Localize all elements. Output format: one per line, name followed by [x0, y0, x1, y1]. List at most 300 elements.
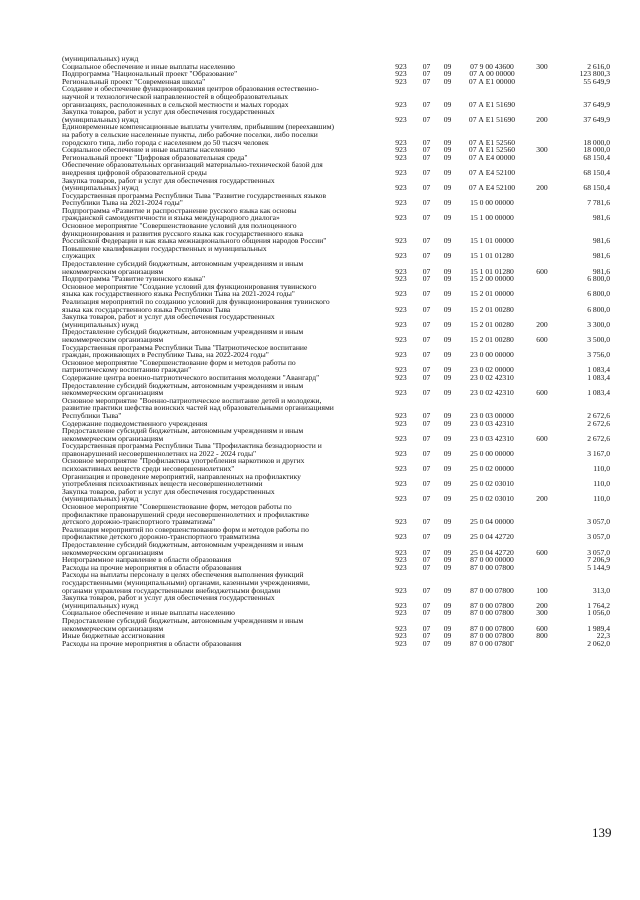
ministry-code: 923 — [395, 433, 407, 443]
expense-type-code: 300 — [536, 145, 548, 155]
section-code: 07 — [422, 152, 431, 162]
row-name: некоммерческим организациям — [62, 433, 164, 443]
expense-type-code — [526, 131, 558, 139]
subsection-code: 09 — [443, 418, 452, 428]
expense-type-code — [526, 556, 558, 564]
subsection-code: 09 — [443, 76, 452, 86]
row-name: Республики Тыва на 2021-2024 годы" — [62, 198, 183, 208]
expense-type-code — [526, 275, 558, 283]
row-name: (муниципальных) нужд — [62, 494, 139, 504]
section-code: 07 — [422, 517, 431, 527]
expense-type-code — [526, 366, 558, 374]
section-code: 07 — [422, 464, 431, 474]
row-name: правонарушений несовершеннолетних на 2022 - 2024 годы" — [62, 448, 257, 458]
target-article-code — [458, 503, 526, 511]
row-name: Иные бюджетные ассигнования — [62, 631, 165, 641]
expense-type-code — [526, 222, 558, 230]
expense-type-code — [526, 306, 558, 314]
subsection-code: 09 — [443, 494, 452, 504]
subsection-code — [437, 85, 458, 93]
amount: 1 083,4 — [587, 372, 610, 382]
section-code: 07 — [422, 600, 431, 610]
amount: 6 800,0 — [587, 274, 610, 284]
subsection-code: 09 — [443, 410, 452, 420]
expense-type-code — [526, 351, 558, 359]
amount: 2 672,6 — [587, 433, 610, 443]
target-article-code — [458, 222, 526, 230]
amount: 2 672,6 — [587, 418, 610, 428]
ministry-code: 923 — [395, 608, 407, 618]
amount — [558, 571, 610, 579]
subsection-code: 09 — [443, 433, 452, 443]
row-name: Обеспечение образовательных организаций материально-технической базой для — [62, 160, 323, 170]
expense-type-code — [526, 290, 558, 298]
target-article-code: 15 1 00 00000 — [470, 213, 514, 223]
ministry-code: 923 — [395, 365, 407, 375]
section-code — [416, 123, 437, 131]
target-article-code: 15 2 00 00000 — [470, 274, 514, 284]
amount: 7 206,9 — [587, 555, 610, 565]
section-code: 07 — [422, 69, 431, 79]
expense-type-code — [526, 70, 558, 78]
target-article-code — [458, 397, 526, 405]
target-article-code: 15 0 00 00000 — [470, 198, 514, 208]
amount: 1 083,4 — [587, 388, 610, 398]
row-name: Республики Тыва" — [62, 410, 122, 420]
subsection-code: 09 — [443, 547, 452, 557]
row-name: развитие практики шефства воинских частей над образовательными организациями — [62, 403, 334, 413]
row-name: некоммерческим организациям — [62, 547, 164, 557]
expense-type-code — [526, 450, 558, 458]
subsection-code: 09 — [443, 464, 452, 474]
subsection-code: 09 — [443, 137, 452, 147]
expense-type-code: 300 — [536, 61, 548, 71]
ministry-code: 923 — [395, 137, 407, 147]
section-code: 07 — [422, 448, 431, 458]
amount: 981,6 — [592, 251, 610, 261]
target-article-code: 15 2 01 00000 — [470, 289, 514, 299]
amount: 3 057,0 — [587, 532, 610, 542]
expense-type-code: 200 — [536, 114, 548, 124]
expense-type-code: 300 — [536, 608, 548, 618]
amount: 3 057,0 — [587, 517, 610, 527]
row-name: Повышение квалификации государственных и муниципальных — [62, 243, 267, 253]
section-code: 07 — [422, 167, 431, 177]
section-code: 07 — [422, 623, 431, 633]
amount: 981,6 — [592, 213, 610, 223]
amount: 2 672,6 — [587, 410, 610, 420]
section-code: 07 — [422, 76, 431, 86]
target-article-code: 07 9 00 43600 — [470, 61, 514, 71]
amount: 6 800,0 — [587, 304, 610, 314]
ministry-code: 923 — [395, 494, 407, 504]
target-article-code: 23 0 02 42310 — [470, 372, 514, 382]
target-article-code: 15 1 01 01280 — [470, 266, 514, 276]
row-name: Предоставление субсидий бюджетным, автономным учреждениям и иным — [62, 540, 304, 549]
expense-type-code: 600 — [536, 266, 548, 276]
row-name: организациях, расположенных в сельской местности и малых городах — [62, 99, 289, 109]
expense-type-code — [526, 571, 558, 579]
subsection-code — [437, 222, 458, 230]
expense-type-code — [526, 404, 558, 412]
expense-type-code — [526, 511, 558, 519]
row-name: Основное мероприятие "Профилактика употребления наркотиков и других — [62, 456, 305, 466]
row-name: психоактивных веществ среди несовершеннолетних" — [62, 464, 235, 474]
row-name: Основное мероприятие "Военно-патриотическое воспитание детей и молодежи, — [62, 395, 322, 405]
expense-type-code — [526, 161, 558, 169]
subsection-code: 09 — [443, 99, 452, 109]
ministry-code: 923 — [395, 274, 407, 284]
section-code: 07 — [422, 562, 431, 572]
expense-type-code — [526, 78, 558, 86]
subsection-code: 09 — [443, 372, 452, 382]
row-name: языка как государственного языка Республики Тыва — [62, 304, 231, 314]
row-name: государственными (муниципальными) органами, казенными учреждениями, — [62, 577, 310, 587]
budget-table-body — [62, 55, 610, 647]
ministry-code: 923 — [395, 61, 407, 71]
ministry-code: 923 — [395, 236, 407, 246]
expense-type-code — [526, 412, 558, 420]
row-name: научной и технологической направленностей в общеобразовательных — [62, 91, 289, 101]
section-code — [416, 571, 437, 579]
row-name: Основное мероприятие "Совершенствование форм и методов работы по — [62, 357, 296, 367]
expense-type-code: 200 — [536, 183, 548, 193]
subsection-code — [437, 397, 458, 405]
subsection-code: 09 — [443, 183, 452, 193]
amount: 1 083,4 — [587, 365, 610, 375]
expense-type-code: 200 — [536, 600, 548, 610]
subsection-code: 09 — [443, 532, 452, 542]
section-code: 07 — [422, 585, 431, 595]
target-article-code: 87 0 00 00000 — [470, 555, 514, 565]
expense-type-code: 600 — [536, 388, 548, 398]
row-name: Основное мероприятие "Создание условий для функционирования тувинского — [62, 281, 317, 291]
subsection-code: 09 — [443, 69, 452, 79]
target-article-code: 87 0 00 07800 — [470, 631, 514, 641]
table-row — [62, 245, 610, 253]
row-name: Предоставление субсидий бюджетным, автономным учреждениям и иным — [62, 426, 304, 436]
target-article-code: 87 0 00 0780Г — [469, 638, 515, 648]
ministry-code: 923 — [395, 114, 407, 124]
section-code: 07 — [422, 61, 431, 71]
target-article-code: 15 2 01 00280 — [470, 319, 514, 329]
section-code: 07 — [422, 114, 431, 124]
amount: 110,0 — [593, 464, 610, 474]
section-code: 07 — [422, 410, 431, 420]
amount: 981,6 — [592, 236, 610, 246]
ministry-code: 923 — [395, 600, 407, 610]
subsection-code: 09 — [443, 61, 452, 71]
section-code: 07 — [422, 388, 431, 398]
amount — [558, 123, 610, 131]
row-name: служащих — [62, 251, 96, 261]
target-article-code: 07 А 00 00000 — [469, 69, 515, 79]
subsection-code: 09 — [443, 350, 452, 360]
target-article-code: 23 0 02 42310 — [470, 388, 514, 398]
row-name: Государственная программа Республики Тыва "Развитие государственных языков — [62, 190, 327, 200]
section-code: 07 — [422, 631, 431, 641]
subsection-code: 09 — [443, 289, 452, 299]
target-article-code: 25 0 04 42720 — [470, 547, 514, 557]
ministry-code: 923 — [395, 350, 407, 360]
section-code: 07 — [422, 289, 431, 299]
amount: 1 764,2 — [587, 600, 610, 610]
section-code: 07 — [422, 334, 431, 344]
ministry-code: 923 — [395, 304, 407, 314]
ministry-code — [386, 397, 416, 405]
amount: 1 989,4 — [587, 623, 610, 633]
table-row — [62, 488, 610, 496]
amount: 3 167,0 — [587, 448, 610, 458]
amount: 68 150,4 — [583, 152, 610, 162]
row-name: (муниципальных) нужд — [62, 600, 139, 610]
ministry-code: 923 — [395, 99, 407, 109]
expense-type-code — [526, 526, 558, 534]
expense-type-code — [526, 214, 558, 222]
subsection-code: 09 — [443, 274, 452, 284]
ministry-code: 923 — [395, 289, 407, 299]
table-row — [62, 177, 610, 185]
section-code: 07 — [422, 137, 431, 147]
expense-type-code — [526, 154, 558, 162]
row-name: Государственная программа Республики Тыва "Патриотическое воспитание — [62, 342, 308, 352]
ministry-code: 923 — [395, 532, 407, 542]
row-name: Региональный проект "Современная школа" — [62, 76, 206, 86]
target-article-code: 07 А Е4 00000 — [468, 152, 516, 162]
ministry-code: 923 — [395, 410, 407, 420]
section-code: 07 — [422, 266, 431, 276]
expense-type-code — [526, 465, 558, 473]
section-code: 07 — [422, 183, 431, 193]
row-name: Подпрограмма «Развитие и распространение русского языка как основы — [62, 205, 297, 215]
expense-type-code — [526, 123, 558, 131]
expense-type-code — [526, 245, 558, 253]
ministry-code: 923 — [395, 517, 407, 527]
ministry-code: 923 — [395, 631, 407, 641]
row-name: Региональный проект "Цифровая образовательная среда" — [62, 152, 248, 162]
subsection-code: 09 — [443, 319, 452, 329]
row-name: Социальное обеспечение и иные выплаты населению — [62, 608, 235, 618]
target-article-code: 23 0 03 42310 — [470, 433, 514, 443]
amount: 68 150,4 — [583, 167, 610, 177]
section-code: 07 — [422, 274, 431, 284]
row-name: Подпрограмма "Развитие тувинского языка" — [62, 274, 206, 284]
amount: 313,0 — [592, 585, 610, 595]
section-code: 07 — [422, 198, 431, 208]
row-name: Предоставление субсидий бюджетным, автономным учреждениям и иным — [62, 615, 304, 625]
ministry-code — [386, 85, 416, 93]
row-name: Организация и проведение мероприятий, направленных на профилактику — [62, 471, 301, 481]
target-article-code: 07 А Е1 52560 — [468, 137, 516, 147]
row-name: Создание и обеспечение функционирования центров образования естественно- — [62, 84, 319, 94]
expense-type-code: 600 — [536, 334, 548, 344]
target-article-code: 87 0 00 07800 — [470, 623, 514, 633]
row-name: Основное мероприятие "Совершенствование форм, методов работы по — [62, 502, 292, 512]
expense-type-code — [526, 420, 558, 428]
section-code — [416, 397, 437, 405]
target-article-code: 07 А Е4 52100 — [468, 183, 516, 193]
subsection-code: 09 — [443, 266, 452, 276]
row-name: профилактике правонарушений среди несовершеннолетних и профилактике — [62, 509, 310, 519]
amount — [558, 397, 610, 405]
row-name: Основное мероприятие "Совершенствование условий для полноценного — [62, 221, 297, 231]
expense-type-code — [526, 252, 558, 260]
subsection-code: 09 — [443, 251, 452, 261]
section-code — [416, 503, 437, 511]
row-name: Единовременные компенсационные выплаты учителям, прибывшим (переехавшим) — [62, 122, 335, 132]
subsection-code — [437, 571, 458, 579]
row-name: Предоставление субсидий бюджетным, автономным учреждениям и иным — [62, 327, 304, 337]
ministry-code: 923 — [395, 334, 407, 344]
row-name: Социальное обеспечение и иные выплаты населению — [62, 145, 235, 155]
section-code — [416, 222, 437, 230]
target-article-code: 87 0 00 07800 — [470, 585, 514, 595]
row-name: профилактике детского дорожно-транспортного травматизма — [62, 532, 260, 542]
row-name: Закупка товаров, работ и услуг для обеспечения государственных — [62, 107, 275, 117]
expense-type-code — [526, 298, 558, 306]
target-article-code: 15 1 01 00000 — [470, 236, 514, 246]
amount: 55 649,9 — [583, 76, 610, 86]
ministry-code: 923 — [395, 145, 407, 155]
ministry-code: 923 — [395, 152, 407, 162]
subsection-code: 09 — [443, 517, 452, 527]
subsection-code: 09 — [443, 448, 452, 458]
section-code: 07 — [422, 145, 431, 155]
row-name: Закупка товаров, работ и услуг для обеспечения государственных — [62, 486, 275, 496]
target-article-code: 23 0 03 42310 — [470, 418, 514, 428]
amount: 981,6 — [592, 266, 610, 276]
table-row — [62, 108, 610, 116]
row-name: Подпрограмма "Национальный проект "Образование" — [62, 69, 238, 79]
row-name: Расходы на выплаты персоналу в целях обеспечения выполнения функций — [62, 570, 304, 580]
expense-type-code — [526, 473, 558, 481]
subsection-code: 09 — [443, 623, 452, 633]
subsection-code: 09 — [443, 388, 452, 398]
expense-type-code — [526, 85, 558, 93]
ministry-code: 923 — [395, 555, 407, 565]
target-article-code: 07 А Е1 51690 — [468, 114, 516, 124]
row-name: органами управления государственными внебюджетными фондами — [62, 585, 281, 595]
expense-type-code — [526, 169, 558, 177]
amount — [558, 85, 610, 93]
amount: 7 781,6 — [587, 198, 610, 208]
expense-type-code — [526, 93, 558, 101]
ministry-code: 923 — [395, 372, 407, 382]
expense-type-code — [526, 397, 558, 405]
target-article-code: 87 0 00 07800 — [470, 562, 514, 572]
expense-type-code — [526, 533, 558, 541]
row-name: (муниципальных) нужд — [62, 319, 139, 329]
section-code: 07 — [422, 304, 431, 314]
amount: 18 000,0 — [583, 145, 610, 155]
expense-type-code: 200 — [536, 319, 548, 329]
row-name: Предоставление субсидий бюджетным, автономным учреждениям и иным — [62, 259, 304, 269]
amount: 1 056,0 — [587, 608, 610, 618]
row-name: некоммерческим организациям — [62, 388, 164, 398]
subsection-code: 09 — [443, 236, 452, 246]
section-code: 07 — [422, 433, 431, 443]
table-row — [62, 640, 610, 648]
ministry-code: 923 — [395, 464, 407, 474]
row-name: патриотическому воспитанию граждан" — [62, 365, 192, 375]
expense-type-code — [526, 564, 558, 572]
expense-type-code: 100 — [536, 585, 548, 595]
expense-type-code — [526, 199, 558, 207]
section-code: 07 — [422, 638, 431, 648]
expense-type-code: 200 — [536, 494, 548, 504]
expense-type-code — [526, 230, 558, 238]
ministry-code: 923 — [395, 266, 407, 276]
ministry-code: 923 — [395, 585, 407, 595]
subsection-code: 09 — [443, 198, 452, 208]
target-article-code — [458, 85, 526, 93]
expense-type-code — [526, 518, 558, 526]
row-name: Закупка товаров, работ и услуг для обеспечения государственных — [62, 312, 275, 322]
target-article-code: 25 0 02 00000 — [470, 464, 514, 474]
amount: 3 300,0 — [587, 319, 610, 329]
subsection-code: 09 — [443, 334, 452, 344]
amount: 68 150,4 — [583, 183, 610, 193]
row-name: употребления психоактивных веществ несовершеннолетними — [62, 479, 263, 489]
row-name: некоммерческим организациям — [62, 334, 164, 344]
target-article-code: 25 0 02 03010 — [470, 494, 514, 504]
subsection-code: 09 — [443, 585, 452, 595]
subsection-code: 09 — [443, 608, 452, 618]
target-article-code: 25 0 02 03010 — [470, 479, 514, 489]
subsection-code: 09 — [443, 555, 452, 565]
section-code: 07 — [422, 547, 431, 557]
expense-type-code — [526, 283, 558, 291]
amount: 3 500,0 — [587, 334, 610, 344]
target-article-code: 87 0 00 07800 — [470, 608, 514, 618]
section-code: 07 — [422, 365, 431, 375]
amount: 22,3 — [596, 631, 610, 641]
section-code: 07 — [422, 555, 431, 565]
expense-type-code — [526, 101, 558, 109]
target-article-code: 25 0 04 00000 — [470, 517, 514, 527]
ministry-code: 923 — [395, 638, 407, 648]
row-name: внедрения цифровой образовательной среды — [62, 167, 207, 177]
target-article-code: 07 А Е1 00000 — [468, 76, 516, 86]
ministry-code: 923 — [395, 547, 407, 557]
row-name: граждан, проживающих в Республике Тыва, на 2022-2024 годы" — [62, 350, 269, 360]
target-article-code: 25 0 04 42720 — [470, 532, 514, 542]
row-name: Содержание центра военно-патриотического воспитания молодежи "Авангард" — [62, 372, 320, 382]
expense-type-code — [526, 503, 558, 511]
subsection-code: 09 — [443, 479, 452, 489]
section-code: 07 — [422, 479, 431, 489]
subsection-code: 09 — [443, 152, 452, 162]
row-name: (муниципальных) нужд — [62, 54, 139, 63]
ministry-code: 923 — [395, 479, 407, 489]
amount: 5 144,9 — [587, 562, 610, 572]
row-name: Непрограммное направление в области образования — [62, 555, 232, 565]
section-code: 07 — [422, 532, 431, 542]
expense-type-code — [526, 442, 558, 450]
target-article-code: 87 0 00 07800 — [470, 600, 514, 610]
amount: 2 062,0 — [587, 638, 610, 648]
row-name: Закупка товаров, работ и услуг для обеспечения государственных — [62, 593, 275, 603]
section-code: 07 — [422, 494, 431, 504]
amount: 18 000,0 — [583, 137, 610, 147]
ministry-code: 923 — [395, 76, 407, 86]
row-name: (муниципальных) нужд — [62, 114, 139, 124]
table-row — [62, 404, 610, 412]
subsection-code: 09 — [443, 631, 452, 641]
ministry-code: 923 — [395, 623, 407, 633]
table-row — [62, 594, 610, 602]
subsection-code: 09 — [443, 304, 452, 314]
